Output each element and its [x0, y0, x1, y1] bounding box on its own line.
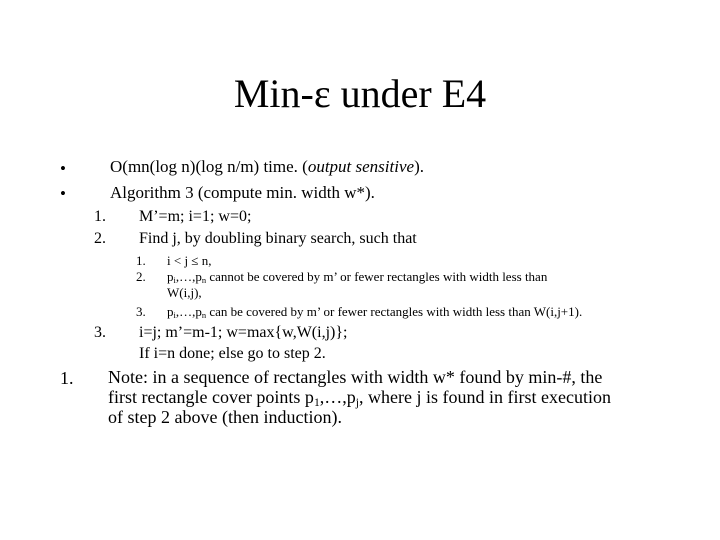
math-subscript: j — [355, 395, 360, 409]
math-text: ,…,p — [175, 269, 202, 284]
step-number: 2. — [94, 230, 106, 247]
math-text: ,…,p — [175, 304, 202, 319]
condition-2-text — [167, 269, 548, 286]
math-subscript: i — [173, 310, 176, 321]
condition-number: 1. — [136, 253, 146, 268]
condition-text: cannot be covered by m’ or fewer rectangles with width less than — [206, 269, 548, 284]
condition-text: can be covered by m’ or fewer rectangles with width less than W(i,j+1). — [206, 304, 583, 319]
bullet-text: ). — [414, 157, 424, 176]
note-line-3: of step 2 above (then induction). — [108, 407, 342, 427]
bullet-marker: • — [60, 184, 66, 203]
bullet-text: O(mn(log n)(log n/m) time. ( — [110, 157, 308, 176]
condition-number: 2. — [136, 269, 146, 284]
step-1-text: M’=m; i=1; w=0; — [139, 208, 252, 225]
note-text: first rectangle cover points p — [108, 387, 314, 407]
note-line-1: Note: in a sequence of rectangles with width w* found by min-#, the — [108, 367, 603, 387]
condition-3-text — [167, 304, 583, 321]
bullet-algorithm: Algorithm 3 (compute min. width w*). — [110, 183, 375, 202]
step-3-text: i=j; m’=m-1; w=max{w,W(i,j)}; — [139, 324, 348, 341]
math-subscript: i — [173, 275, 176, 286]
step-number: 1. — [94, 208, 106, 225]
bullet-time-complexity — [110, 158, 424, 175]
condition-1-text: i < j ≤ n, — [167, 253, 212, 268]
note-number: 1. — [60, 368, 74, 388]
condition-number: 3. — [136, 304, 146, 319]
note-text: , where j is found in first execution — [359, 387, 611, 407]
math-text: p — [167, 304, 174, 319]
note-line-2 — [108, 387, 611, 409]
math-subscript: n — [201, 275, 207, 286]
note-text: ,…,p — [319, 387, 356, 407]
condition-2-continuation: W(i,j), — [167, 285, 202, 300]
step-number: 3. — [94, 324, 106, 341]
output-sensitive-text: output sensitive — [307, 157, 415, 176]
step-3-continuation: If i=n done; else go to step 2. — [139, 345, 326, 362]
slide-title: Min-ε under E4 — [233, 71, 487, 116]
math-text: p — [167, 269, 174, 284]
step-2-text: Find j, by doubling binary search, such that — [139, 230, 417, 247]
math-subscript: n — [201, 310, 207, 321]
math-subscript: 1 — [313, 395, 320, 409]
bullet-marker: • — [60, 159, 66, 178]
